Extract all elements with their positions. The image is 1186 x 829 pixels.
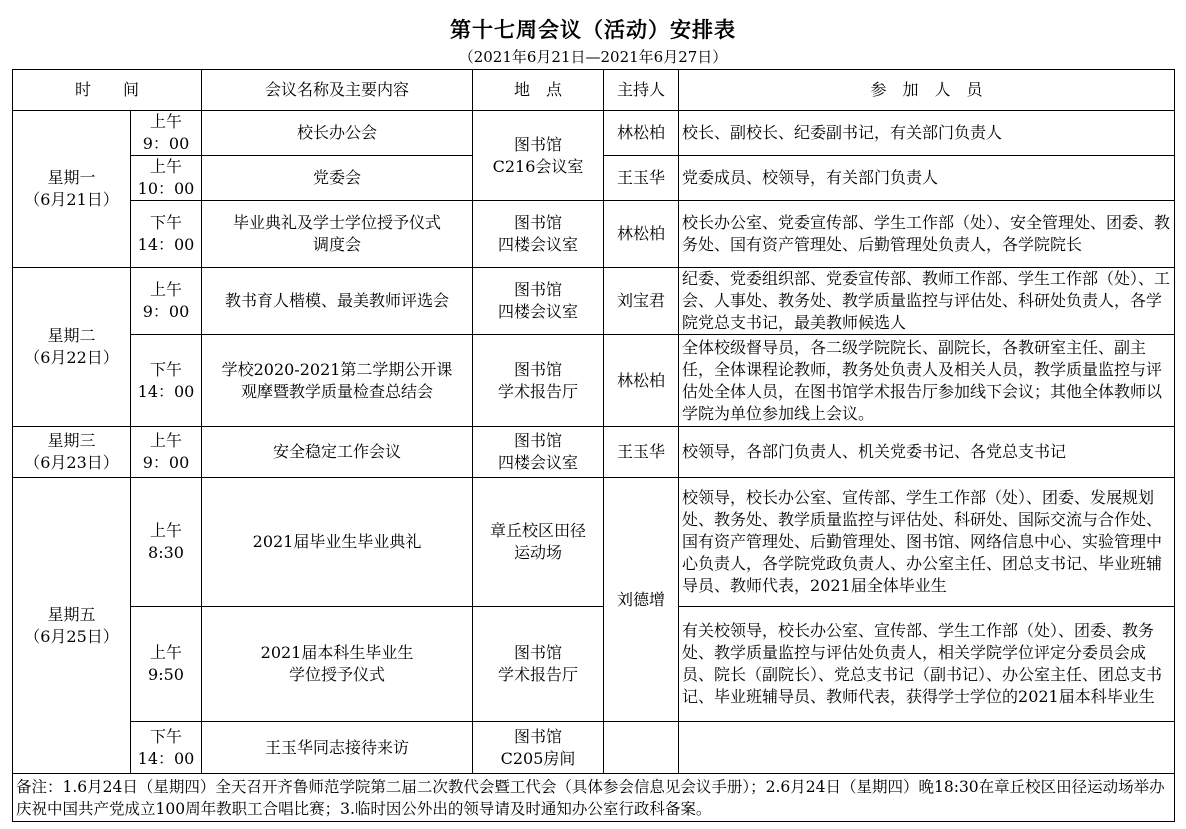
place-cell: 图书馆 C205房间 <box>473 722 604 774</box>
participants-cell: 纪委、党委组织部、党委宣传部、教师工作部、学生工作部（处）、工会、人事处、教务处、教学质量监控与评估处、科研处负责人，各学院党总支书记，最美教师候选人 <box>679 268 1175 335</box>
host-cell: 刘德增 <box>604 478 679 722</box>
meeting-cell: 王玉华同志接待来访 <box>202 722 473 774</box>
header-host: 主持人 <box>604 70 679 111</box>
day-cell: 星期三 （6月23日） <box>13 427 131 478</box>
table-row <box>13 268 1175 335</box>
host-cell: 王玉华 <box>604 156 679 201</box>
time-cell: 下午 14：00 <box>131 722 202 774</box>
header-participants: 参 加 人 员 <box>679 70 1175 111</box>
participants-cell: 党委成员、校领导，有关部门负责人 <box>679 156 1175 201</box>
header-meeting: 会议名称及主要内容 <box>202 70 473 111</box>
date-range: （2021年6月21日—2021年6月27日） <box>458 48 728 66</box>
table-row <box>13 478 1175 607</box>
participants-cell: 全体校级督导员，各二级学院院长、副院长，各教研室主任、副主任，全体课程论教师，教务处负责人及相关人员，教学质量监控与评估处全体人员，在图书馆学术报告厅参加线下会议；其他全体教师以学院为单位参加线上会议。 <box>679 335 1175 427</box>
table-row <box>13 201 1175 268</box>
participants-cell: 有关校领导，校长办公室、宣传部、学生工作部（处）、团委、教务处、教学质量监控与评估处负责人，相关学院学位评定分委员会成员、院长（副院长）、党总支书记（副书记）、办公室主任、团总支书记、毕业班辅导员、教师代表，获得学士学位的2021届本科毕业生 <box>679 607 1175 722</box>
place-cell: 图书馆 四楼会议室 <box>473 427 604 478</box>
meeting-cell: 教书育人楷模、最美教师评选会 <box>202 268 473 335</box>
place-cell: 图书馆 四楼会议室 <box>473 268 604 335</box>
table-row <box>13 427 1175 478</box>
meeting-cell: 2021届本科生毕业生 学位授予仪式 <box>202 607 473 722</box>
day-cell: 星期二 （6月22日） <box>13 268 131 427</box>
host-cell: 王玉华 <box>604 427 679 478</box>
place-cell: 图书馆 学术报告厅 <box>473 607 604 722</box>
time-cell: 下午 14：00 <box>131 335 202 427</box>
participants-cell <box>679 722 1175 774</box>
notes-row <box>13 774 1175 822</box>
time-cell: 下午 14：00 <box>131 201 202 268</box>
place-cell: 图书馆 四楼会议室 <box>473 201 604 268</box>
host-cell <box>604 722 679 774</box>
time-cell: 上午 9：00 <box>131 427 202 478</box>
table-row <box>13 335 1175 427</box>
host-cell: 林松柏 <box>604 111 679 156</box>
time-cell: 上午 9:50 <box>131 607 202 722</box>
participants-cell: 校领导，校长办公室、宣传部、学生工作部（处）、团委、发展规划处、教务处、教学质量监控与评估处、科研处、国际交流与合作处、国有资产管理处、后勤管理处、图书馆、网络信息中心、实验管理中心负责人，各学院党政负责人、办公室主任、团总支书记、毕业班辅导员、教师代表，2021届全体毕业生 <box>679 478 1175 607</box>
table-row <box>13 722 1175 774</box>
host-cell: 林松柏 <box>604 201 679 268</box>
time-cell: 上午 10：00 <box>131 156 202 201</box>
participants-cell: 校领导，各部门负责人、机关党委书记、各党总支书记 <box>679 427 1175 478</box>
meeting-cell: 毕业典礼及学士学位授予仪式 调度会 <box>202 201 473 268</box>
time-cell: 上午 8:30 <box>131 478 202 607</box>
header-row <box>13 70 1175 111</box>
host-cell: 林松柏 <box>604 335 679 427</box>
meeting-cell: 校长办公会 <box>202 111 473 156</box>
participants-cell: 校长、副校长、纪委副书记，有关部门负责人 <box>679 111 1175 156</box>
meeting-cell: 党委会 <box>202 156 473 201</box>
header-place: 地 点 <box>473 70 604 111</box>
schedule-table <box>12 69 1175 822</box>
meeting-cell: 2021届毕业生毕业典礼 <box>202 478 473 607</box>
place-cell: 图书馆 学术报告厅 <box>473 335 604 427</box>
table-row <box>13 607 1175 722</box>
page-title: 第十七周会议（活动）安排表 <box>450 17 736 42</box>
time-cell: 上午 9：00 <box>131 111 202 156</box>
header-time: 时 间 <box>13 70 202 111</box>
place-cell: 图书馆 C216会议室 <box>473 111 604 201</box>
time-cell: 上午 9：00 <box>131 268 202 335</box>
host-cell: 刘宝君 <box>604 268 679 335</box>
meeting-cell: 安全稳定工作会议 <box>202 427 473 478</box>
participants-cell: 校长办公室、党委宣传部、学生工作部（处）、安全管理处、团委、教务处、国有资产管理处、后勤管理处负责人，各学院院长 <box>679 201 1175 268</box>
table-row <box>13 111 1175 156</box>
place-cell: 章丘校区田径 运动场 <box>473 478 604 607</box>
meeting-cell: 学校2020-2021第二学期公开课 观摩暨教学质量检查总结会 <box>202 335 473 427</box>
notes-text: 备注：1.6月24日（星期四）全天召开齐鲁师范学院第二届二次教代会暨工代会（具体参会信息见会议手册）；2.6月24日（星期四）晚18:30在章丘校区田径运动场举办庆祝中国共产党成立100周年教职工合唱比赛；3.临时因公外出的领导请及时通知办公室行政科备案。 <box>13 774 1175 822</box>
day-cell: 星期一 （6月21日） <box>13 111 131 268</box>
day-cell: 星期五 （6月25日） <box>13 478 131 774</box>
